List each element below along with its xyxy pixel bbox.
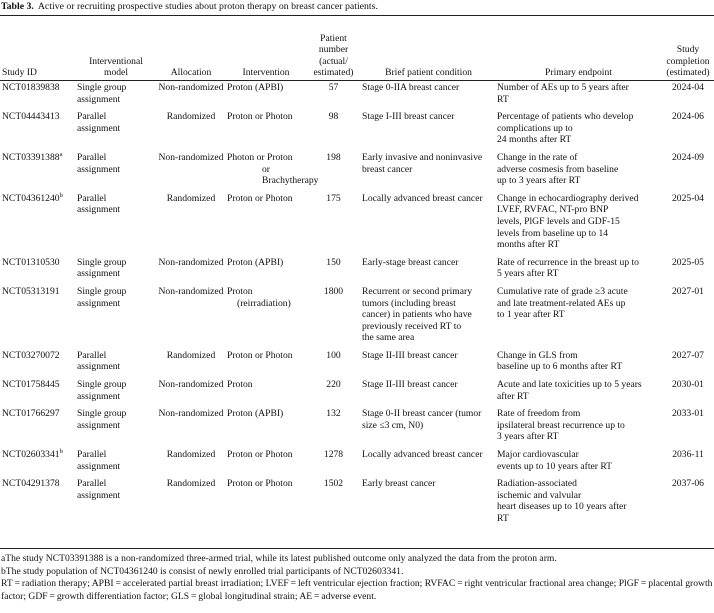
completion-cell: 2037-06 [672,478,704,490]
header-model: Interventional model [89,55,143,79]
table-row [0,146,714,187]
study-id-cell: NCT03391388$^a$ [2,150,63,163]
model-cell: Parallel assignment [77,151,121,175]
footnote-a: aThe study NCT03391388 is a non-randomized three-armed trial, while its latest published outcome only analyzed the data from the proton arm. [1,553,557,564]
intervention-cell: Proton (reirradiation) [227,285,291,309]
completion-cell: 2030-01 [672,379,704,391]
completion-cell: 2027-01 [672,285,704,297]
intervention-cell: Photon or Proton or Brachytherapy [227,151,319,187]
endpoint-cell: Cumulative rate of grade ≥3 acute and late treatment-related AEs up to 1 year after RT [497,285,628,321]
allocation-cell: Randomized [166,349,216,361]
header-patient-number: Patient number (actual/ estimated) [313,32,354,79]
patient-number-cell: 175 [326,192,341,204]
intervention-cell: Proton or Photon [227,111,293,123]
intervention-cell: Proton or Photon [227,478,293,490]
allocation-cell: Randomized [166,111,216,123]
endpoint-cell: Change in GLS from baseline up to 6 months after RT [497,349,623,373]
condition-cell: Locally advanced breast cancer [362,192,483,204]
model-cell: Parallel assignment [77,449,121,472]
condition-cell: Early-stage breast cancer [362,256,459,268]
condition-cell: Stage II-III breast cancer [362,379,458,391]
header-allocation: Allocation [170,67,212,79]
model-cell: Parallel assignment [77,349,121,373]
condition-cell: Early invasive and noninvasive breast cancer [362,151,483,175]
allocation-cell: Randomized [166,449,216,461]
table-row [0,187,714,251]
footnote-b: bThe study population of NCT04361240 is consist of newly enrolled trial participants of NCT02603341. [1,565,404,577]
allocation-cell: Non-randomized [158,408,224,420]
condition-cell: Early breast cancer [362,478,436,490]
study-id-cell: NCT04361240$^b$ [2,191,63,204]
model-cell: Parallel assignment [77,192,121,216]
model-cell: Parallel assignment [77,478,121,501]
condition-cell: Stage 0-IIA breast cancer [362,82,460,93]
table-row [0,251,714,280]
model-cell: Parallel assignment [77,111,121,134]
intervention-cell: Proton or Photon [227,449,293,461]
intervention-cell: Proton [227,379,253,391]
table-caption-label: Table 3. [1,1,34,12]
patient-number-cell: 1278 [323,449,344,461]
table-row [0,344,714,373]
intervention-cell: Proton (APBI) [227,82,284,93]
header-intervention: Intervention [242,67,290,79]
completion-cell: 2033-01 [672,408,704,420]
patient-number-cell: 132 [326,408,341,420]
table-row [0,81,714,105]
model-cell: Single group assignment [77,256,127,280]
footnote-marker: a [59,150,63,158]
endpoint-cell: Rate of recurrence in the breast up to 5 years after RT [497,256,639,280]
endpoint-cell: Change in the rate of adverse cosmesis from baseline up to 3 years after RT [497,151,619,187]
endpoint-cell: Major cardiovascular events up to 10 years after RT [497,449,613,472]
patient-number-cell: 100 [326,349,341,361]
study-id-cell: NCT03270072 [2,349,60,361]
study-id-cell: NCT05313191 [2,285,60,297]
completion-cell: 2025-05 [672,256,704,268]
table-row [0,105,714,146]
completion-cell: 2036-11 [672,449,704,461]
condition-cell: Stage II-III breast cancer [362,349,458,361]
footnote-marker: b [59,191,63,199]
model-cell: Single group assignment [77,285,127,309]
bottom-rule [0,548,714,549]
completion-cell: 2025-04 [672,192,704,204]
table-row [0,472,714,524]
table-row [0,280,714,344]
patient-number-cell: 220 [326,379,341,391]
allocation-cell: Non-randomized [158,285,224,297]
completion-cell: 2027-07 [672,349,704,361]
header-endpoint: Primary endpoint [545,67,612,79]
model-cell: Single group assignment [77,408,127,431]
allocation-cell: Non-randomized [158,256,224,268]
patient-number-cell: 98 [328,111,339,123]
header-study-id: Study ID [2,67,37,79]
study-id-cell: NCT01766297 [2,408,60,420]
completion-cell: 2024-06 [672,111,704,123]
table-caption-text: Active or recruiting prospective studies about proton therapy on breast cancer patients. [37,1,378,12]
condition-cell: Stage I-III breast cancer [362,111,455,123]
patient-number-cell: 150 [326,256,341,268]
footnote-marker: b [59,447,63,455]
patient-number-cell: 1800 [323,285,344,297]
table-caption [1,1,378,13]
intervention-cell: Proton or Photon [227,349,293,361]
intervention-cell: Proton (APBI) [227,408,284,420]
allocation-cell: Randomized [166,478,216,490]
model-cell: Single group assignment [77,379,127,402]
patient-number-cell: 198 [326,151,341,163]
allocation-cell: Randomized [166,192,216,204]
study-id-cell: NCT01839838 [2,82,60,93]
condition-cell: Recurrent or second primary tumors (including breast cancer) in patients who have previously received RT to the same area [362,285,473,344]
table-row [0,402,714,443]
endpoint-cell: Number of AEs up to 5 years after RT [497,82,629,105]
table-row [0,443,714,472]
model-cell: Single group assignment [77,82,127,105]
endpoint-cell: Percentage of patients who develop complications up to 24 months after RT [497,111,634,146]
completion-cell: 2024-04 [672,82,704,93]
study-id-cell: NCT04443413 [2,111,60,123]
study-id-cell: NCT01310530 [2,256,60,268]
table-header-row [0,16,714,81]
study-id-cell: NCT04291378 [2,478,60,490]
endpoint-cell: Change in echocardiography derived LVEF, RVFAC, NT-pro BNP levels, PlGF levels and GDF-15 levels from baseline up to 14 months after RT [497,192,639,251]
table-row [0,373,714,402]
completion-cell: 2024-09 [672,151,704,163]
condition-cell: Locally advanced breast cancer [362,449,483,461]
study-id-cell: NCT01758445 [2,379,60,391]
intervention-cell: Proton or Photon [227,192,293,204]
header-completion: Study completion (estimated) [666,44,710,79]
footnotes [1,553,713,603]
header-condition: Brief patient condition [385,67,472,79]
endpoint-cell: Rate of freedom from ipsilateral breast recurrence up to 3 years after RT [497,408,625,443]
allocation-cell: Non-randomized [158,82,224,93]
intervention-cell: Proton (APBI) [227,256,284,268]
allocation-cell: Non-randomized [158,151,224,163]
footnote-abbreviations: RT = radiation therapy; APBI = accelerated partial breast irradiation; LVEF = left ventricular ejection fraction; RVFAC = right ventricular fractional area change; PlGF = placental growth factor; GDF = growth differentiation factor; GLS = global longitudinal strain; AE = adverse event. [1,578,713,602]
condition-cell: Stage 0-II breast cancer (tumor size ≤3 cm, N0) [362,408,482,431]
patient-number-cell: 1502 [323,478,344,490]
endpoint-cell: Radiation-associated ischemic and valvular heart diseases up to 10 years after RT [497,478,627,524]
studies-table [0,16,714,525]
endpoint-cell: Acute and late toxicities up to 5 years after RT [497,379,642,402]
allocation-cell: Non-randomized [158,379,224,391]
patient-number-cell: 57 [328,82,339,93]
study-id-cell: NCT02603341$^b$ [2,447,63,461]
